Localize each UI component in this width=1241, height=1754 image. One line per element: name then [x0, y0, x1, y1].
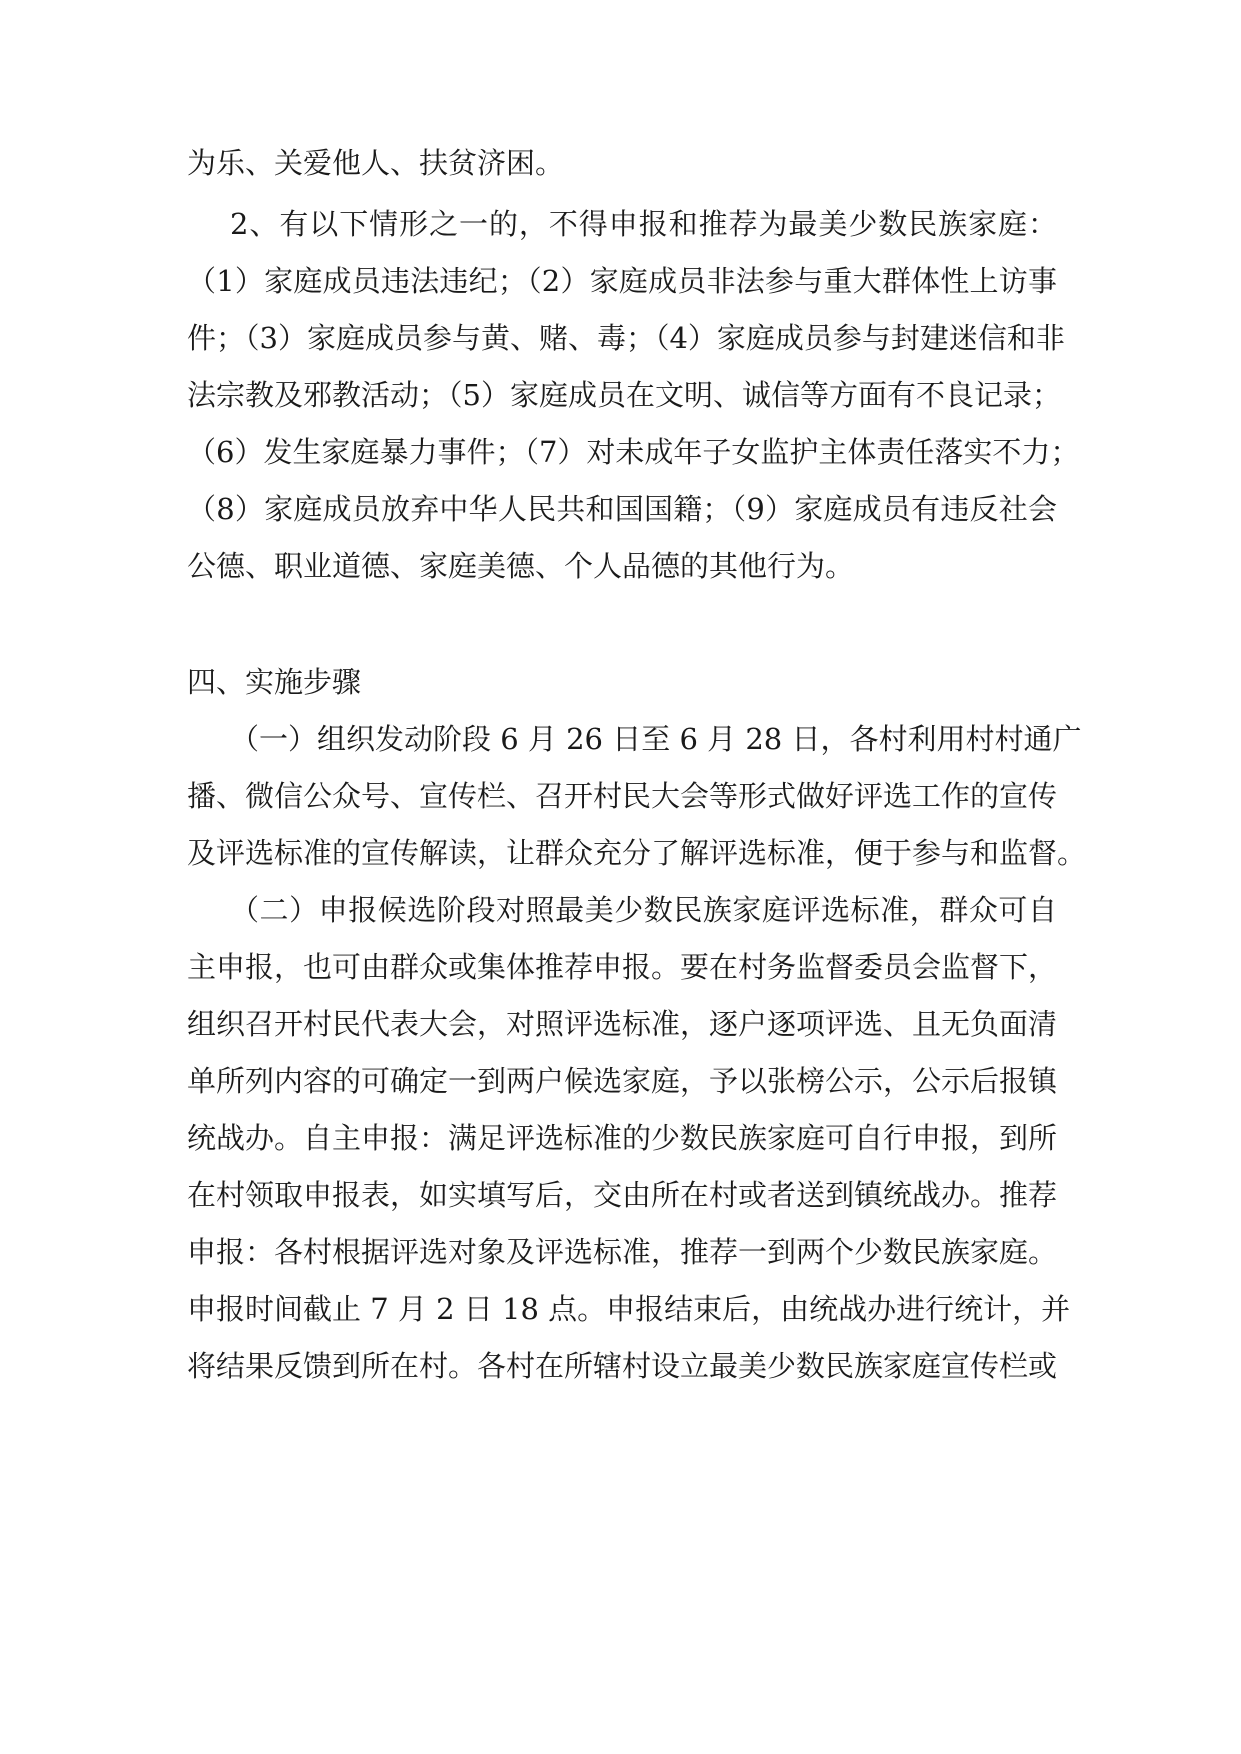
text-line: 法宗教及邪教活动；（5）家庭成员在文明、诚信等方面有不良记录；	[187, 378, 1061, 412]
text-line: 组织召开村民代表大会，对照评选标准，逐户逐项评选、且无负面清	[187, 1007, 1058, 1041]
text-line: （8）家庭成员放弃中华人民共和国国籍；（9）家庭成员有违反社会	[187, 492, 1057, 526]
text-line: 将结果反馈到所在村。各村在所辖村设立最美少数民族家庭宣传栏或	[187, 1349, 1058, 1383]
text-line: 件；（3）家庭成员参与黄、赌、毒；（4）家庭成员参与封建迷信和非	[187, 321, 1065, 355]
text-line: 及评选标准的宣传解读，让群众充分了解评选标准，便于参与和监督。	[187, 836, 1087, 870]
text-line: 申报时间截止 7 月 2 日 18 点。申报结束后，由统战办进行统计，并	[187, 1292, 1071, 1326]
section-heading: 四、实施步骤	[187, 665, 362, 699]
text-line: 公德、职业道德、家庭美德、个人品德的其他行为。	[187, 549, 855, 583]
text-line: （二）申报候选阶段对照最美少数民族家庭评选标准，群众可自	[230, 893, 1057, 927]
text-line: 在村领取申报表，如实填写后，交由所在村或者送到镇统战办。推荐	[187, 1178, 1058, 1212]
text-line: 为乐、关爱他人、扶贫济困。	[187, 146, 565, 180]
text-line: 主申报，也可由群众或集体推荐申报。要在村务监督委员会监督下，	[187, 950, 1058, 984]
text-line: 申报：各村根据评选对象及评选标准，推荐一到两个少数民族家庭。	[187, 1235, 1058, 1269]
text-line: （1）家庭成员违法违纪；（2）家庭成员非法参与重大群体性上访事	[187, 264, 1057, 298]
text-line: （6）发生家庭暴力事件；（7）对未成年子女监护主体责任落实不力；	[187, 435, 1080, 469]
text-line: 统战办。自主申报：满足评选标准的少数民族家庭可自行申报，到所	[187, 1121, 1058, 1155]
text-line: 播、微信公众号、宣传栏、召开村民大会等形式做好评选工作的宣传	[187, 779, 1058, 813]
text-line: 2、有以下情形之一的，不得申报和推荐为最美少数民族家庭：	[230, 207, 1057, 241]
text-line: 单所列内容的可确定一到两户候选家庭，予以张榜公示，公示后报镇	[187, 1064, 1058, 1098]
text-line: （一）组织发动阶段 6 月 26 日至 6 月 28 日，各村利用村村通广	[230, 722, 1082, 756]
